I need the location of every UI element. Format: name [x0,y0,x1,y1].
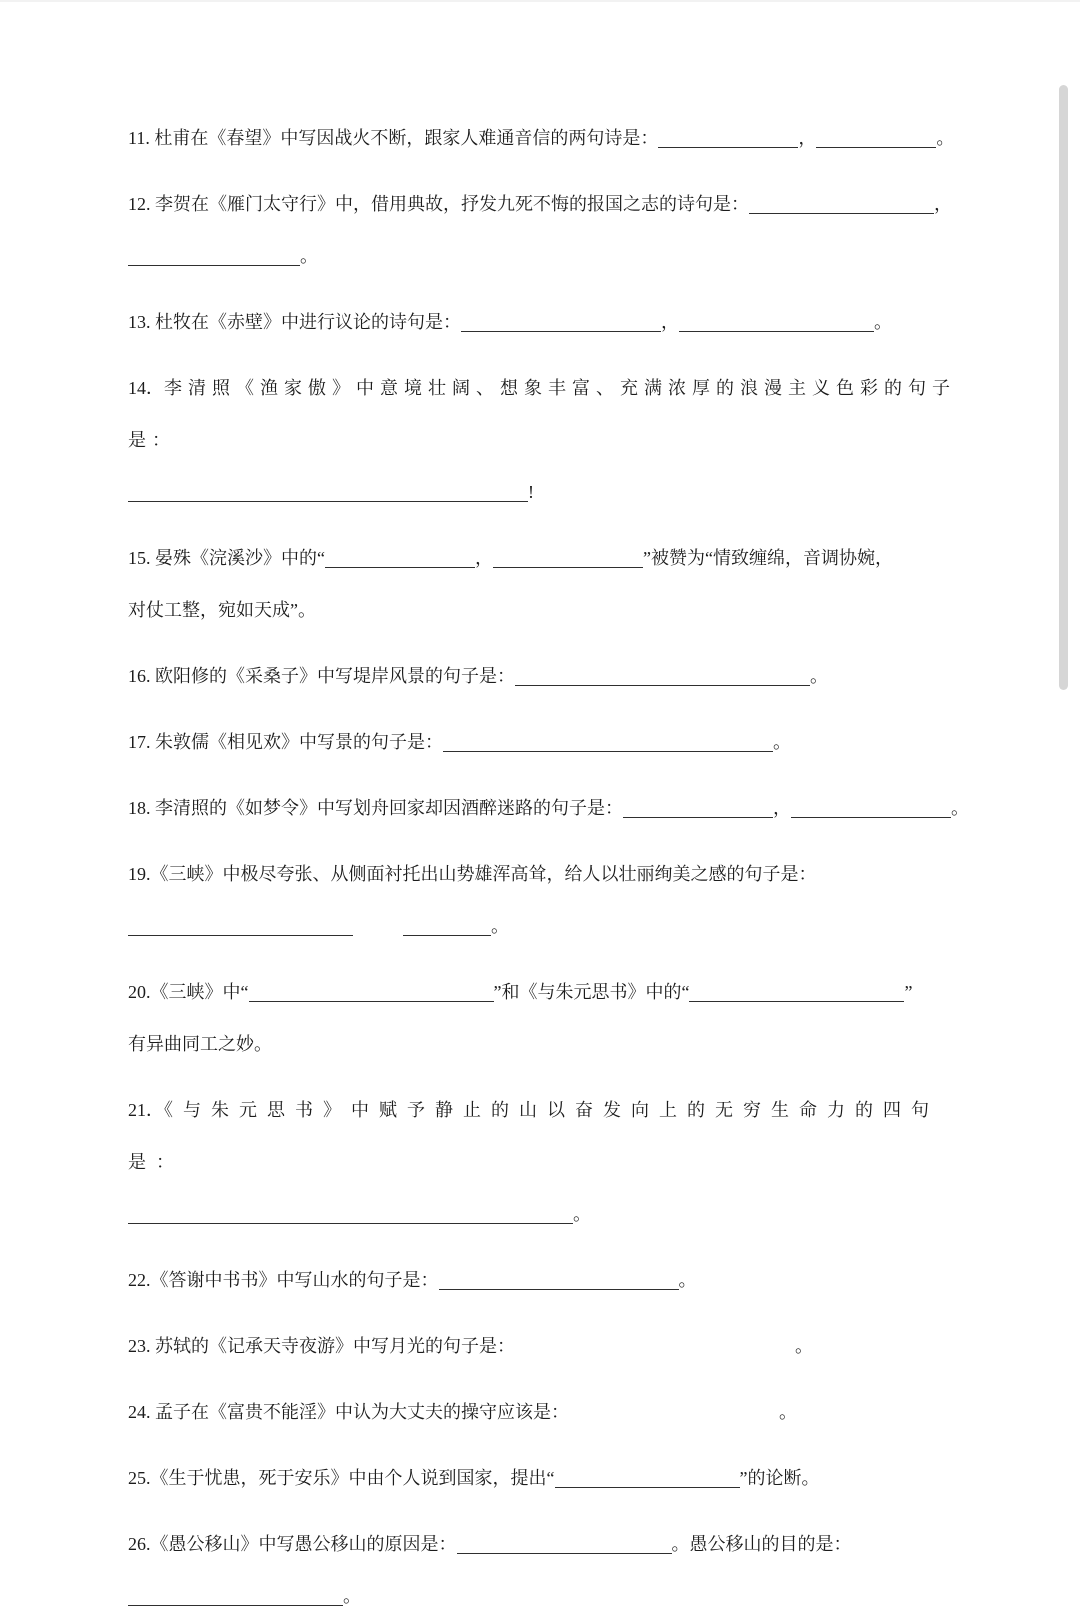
answer-blank [128,245,300,266]
question-text: ”和《与朱元思书》中的“ [493,982,690,1002]
answer-blank [128,1585,343,1606]
question-text: 《愚公移山》中写愚公移山的原因是： [150,1534,457,1554]
question-text: 李贺在《雁门太守行》中，借用典故，抒发九死不悔的报国之志的诗句是： [155,194,749,214]
question-list [128,112,990,1622]
question-text: 对仗工整，宛如天成”。 [128,600,316,620]
space-gap [569,1416,779,1418]
question-text: 。 [874,312,892,332]
answer-blank [128,481,528,502]
question-text: ， [475,548,493,568]
question-text: 。 [779,1402,797,1422]
answer-blank [679,311,874,332]
answer-blank [791,797,951,818]
question-text: 有异曲同工之妙。 [128,1034,272,1054]
question-text: 《三峡》中极尽夸张、从侧面衬托出山势雄浑高耸，给人以壮丽绚美之感的句子是： [150,864,817,884]
question-number: 23. [128,1336,155,1356]
question-17 [128,716,990,768]
question-number: 22. [128,1270,151,1290]
question-15 [128,532,990,636]
question-text: 。 [936,128,955,148]
question-text: 。 [491,916,509,936]
question-number: 17. [128,732,155,752]
question-text: 。 [951,798,969,818]
answer-blank [128,1203,573,1224]
question-number: 14． [128,378,164,398]
question-text: 杜牧在《赤壁》中进行议论的诗句是： [155,312,461,332]
answer-blank [689,981,904,1002]
question-text: 。 [300,246,318,266]
question-23 [128,1320,990,1372]
scrollbar-thumb[interactable] [1059,85,1068,690]
question-text: 《答谢中书书》中写山水的句子是： [150,1270,439,1290]
question-number: 11. [128,128,155,148]
question-number: 12. [128,194,155,214]
question-text: 朱敦儒《相见欢》中写景的句子是： [155,732,443,752]
answer-blank [461,311,661,332]
question-text: ， [661,312,679,332]
question-number: 13. [128,312,155,332]
question-text: 欧阳修的《采桑子》中写堤岸风景的句子是： [155,666,515,686]
question-number: 16. [128,666,155,686]
question-text: 。 [773,732,791,752]
question-20 [128,966,990,1070]
answer-blank [443,731,773,752]
question-number: 24. [128,1402,155,1422]
question-19 [128,848,990,952]
question-text: 苏轼的《记承天寺夜游》中写月光的句子是： [155,1336,515,1356]
question-text: 李清照的《如梦令》中写划舟回家却因酒醉迷路的句子是： [155,798,623,818]
question-text: 。 [795,1336,813,1356]
question-14 [128,362,990,518]
question-text: ”被赞为“情致缠绵，音调协婉， [643,548,893,568]
space-gap [353,930,403,932]
question-text: 《三峡》中“ [150,982,249,1002]
question-text: 。愚公移山的目的是： [671,1534,852,1554]
question-text: 李清照《渔家傲》中意境壮阔、想象丰富、充满浓厚的浪漫主义色彩的句子是： [128,378,956,450]
question-text: ! [528,482,534,502]
question-text: 。 [573,1204,591,1224]
question-text: 晏殊《浣溪沙》中的“ [155,548,325,568]
question-13 [128,296,990,348]
question-number: 19. [128,864,151,884]
question-12 [128,178,990,282]
answer-blank [515,665,810,686]
space-gap [515,1350,795,1352]
question-number: 25. [128,1468,151,1488]
question-16 [128,650,990,702]
answer-blank [439,1269,679,1290]
question-text: 杜甫在《春望》中写因战火不断，跟家人难通音信的两句诗是： [154,128,659,148]
page-top-edge [0,0,1080,2]
answer-blank [457,1533,672,1554]
question-26 [128,1518,990,1622]
question-21 [128,1084,990,1240]
question-text: 《生于忧患，死于安乐》中由个人说到国家，提出“ [150,1468,555,1488]
answer-blank [403,915,491,936]
answer-blank [128,915,353,936]
answer-blank [658,127,798,148]
question-22 [128,1254,990,1306]
question-text: 《与朱元思书》中赋予静止的山以奋发向上的无穷生命力的四句是： [128,1100,939,1172]
question-number: 21． [128,1100,164,1120]
question-text: 孟子在《富贵不能淫》中认为大丈夫的操守应该是： [155,1402,569,1422]
answer-blank [749,193,934,214]
question-text: ， [934,194,952,214]
answer-blank [623,797,773,818]
question-text: 。 [810,666,828,686]
question-text: ”的论断。 [739,1468,820,1488]
answer-blank [555,1467,740,1488]
question-text: ” [904,982,913,1002]
question-18 [128,782,990,834]
question-number: 15. [128,548,155,568]
question-text: ， [798,128,817,148]
answer-blank [325,547,475,568]
question-25 [128,1452,990,1504]
question-text: 。 [678,1270,697,1290]
question-11 [128,112,990,164]
question-number: 20. [128,982,151,1002]
answer-blank [816,127,936,148]
question-number: 18. [128,798,155,818]
answer-blank [493,547,643,568]
question-number: 26. [128,1534,151,1554]
answer-blank [249,981,494,1002]
question-24 [128,1386,990,1438]
question-text: ， [773,798,791,818]
question-text: 。 [343,1586,361,1606]
